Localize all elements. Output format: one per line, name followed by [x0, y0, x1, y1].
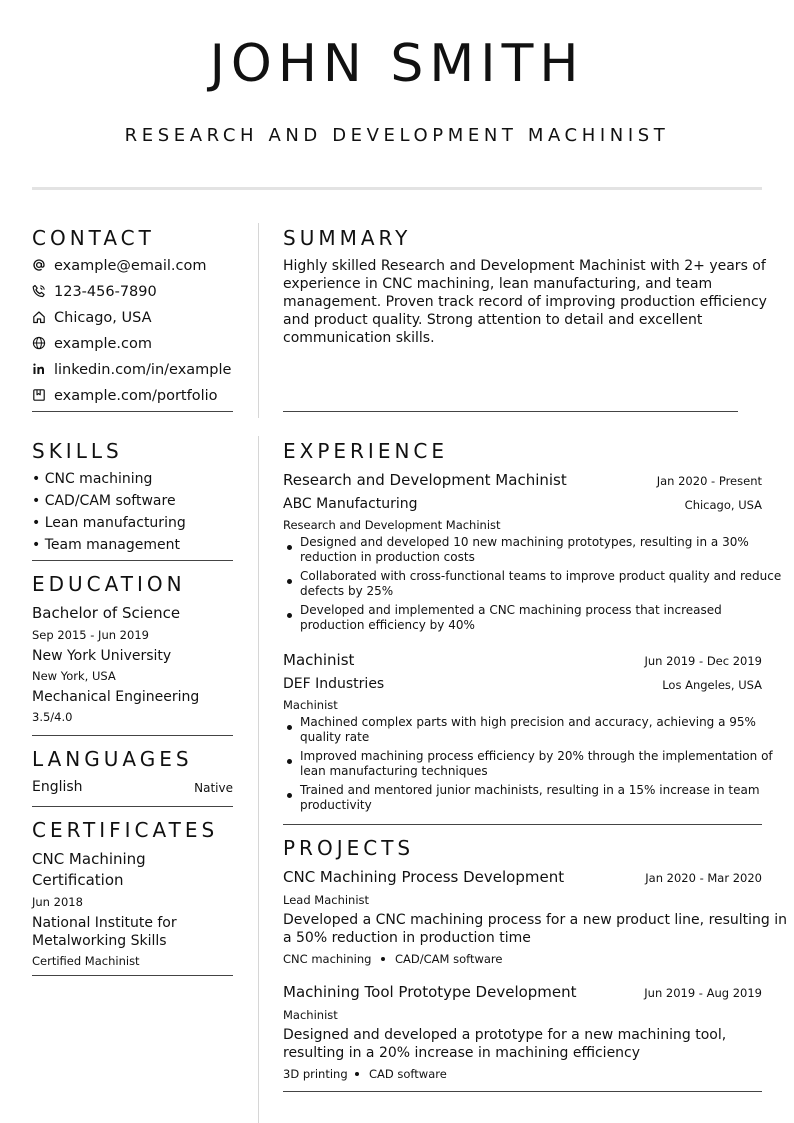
- project-description: Developed a CNC machining process for a new product line, resulting in: [283, 912, 788, 928]
- education-school: New York University: [32, 648, 172, 664]
- contact-divider: [32, 411, 233, 412]
- contact-phone[interactable]: 123-456-7890: [54, 284, 157, 300]
- project-tag: CAD software: [369, 1067, 447, 1081]
- project-title: CNC Machining Process Development: [283, 868, 565, 886]
- project-description: Designed and developed a prototype for a new machining tool,: [283, 1027, 727, 1043]
- job-title: Machinist: [283, 651, 355, 669]
- certificate-name: Certification: [32, 871, 124, 889]
- projects-divider: [283, 1091, 762, 1092]
- job-location: Chicago, USA: [684, 498, 762, 512]
- contact-portfolio[interactable]: example.com/portfolio: [54, 388, 218, 404]
- skill-item: • Team management: [32, 537, 180, 553]
- project-tag: CAD/CAM software: [395, 952, 503, 966]
- certificate-name: Metalworking Skills: [32, 933, 167, 949]
- job-bullet: Developed and implemented a CNC machining process that increased production efficiency by 40%: [300, 603, 722, 632]
- summary-line: communication skills.: [283, 330, 435, 346]
- job-dates: Jan 2020 - Present: [656, 474, 762, 488]
- tag-separator-dot: [355, 1072, 359, 1076]
- certificate-date: Jun 2018: [32, 895, 83, 909]
- projects-heading: PROJECTS: [283, 836, 415, 860]
- education-degree: Bachelor of Science: [32, 604, 181, 622]
- contact-website[interactable]: example.com: [54, 336, 152, 352]
- project-tag: CNC machining: [283, 952, 372, 966]
- certificates-divider: [32, 975, 233, 976]
- column-divider: [258, 223, 259, 1123]
- bullet-dot: [287, 579, 292, 584]
- project-tag: 3D printing: [283, 1067, 348, 1081]
- project-dates: Jan 2020 - Mar 2020: [645, 871, 762, 885]
- bullet-dot: [287, 759, 292, 764]
- skill-item: • CNC machining: [32, 471, 153, 487]
- bullet-dot: [287, 613, 292, 618]
- bullet-dot: [287, 725, 292, 730]
- language-name: English: [32, 779, 83, 795]
- bullet-dot: [287, 793, 292, 798]
- linkedin-icon: [32, 362, 46, 376]
- project-title: Machining Tool Prototype Development: [283, 983, 577, 1001]
- at-icon: [32, 258, 46, 272]
- job-company: ABC Manufacturing: [283, 496, 418, 512]
- job-dates: Jun 2019 - Dec 2019: [644, 654, 762, 668]
- contact-email[interactable]: example@email.com: [54, 258, 207, 274]
- job-role: Machinist: [283, 698, 338, 712]
- contact-heading: CONTACT: [32, 226, 155, 250]
- skills-heading: SKILLS: [32, 439, 123, 463]
- experience-divider: [283, 824, 762, 825]
- languages-heading: LANGUAGES: [32, 747, 193, 771]
- tag-separator-dot: [381, 957, 385, 961]
- bullet-dot: [287, 545, 292, 550]
- certificate-name: CNC Machining: [32, 850, 146, 868]
- job-bullet: Designed and developed 10 new machining prototypes, resulting in a 30% reduction in production costs: [300, 535, 749, 564]
- project-role: Machinist: [283, 1008, 338, 1022]
- education-dates: Sep 2015 - Jun 2019: [32, 628, 149, 642]
- home-icon: [32, 310, 46, 324]
- project-description: a 50% reduction in production time: [283, 930, 531, 946]
- job-location: Los Angeles, USA: [662, 678, 762, 692]
- education-gpa: 3.5/4.0: [32, 710, 73, 724]
- project-description: resulting in a 20% increase in machining efficiency: [283, 1045, 641, 1061]
- contact-location: Chicago, USA: [54, 310, 152, 326]
- summary-line: Highly skilled Research and Development Machinist with 2+ years of: [283, 258, 766, 274]
- header-divider: [32, 187, 762, 190]
- job-role: Research and Development Machinist: [283, 518, 501, 532]
- education-heading: EDUCATION: [32, 572, 186, 596]
- certificates-heading: CERTIFICATES: [32, 818, 219, 842]
- summary-line: and product quality. Strong attention to detail and excellent: [283, 312, 703, 328]
- language-level: Native: [194, 781, 233, 795]
- job-bullet: Machined complex parts with high precision and accuracy, achieving a 95% quality rate: [300, 715, 756, 744]
- languages-divider: [32, 806, 233, 807]
- job-company: DEF Industries: [283, 676, 385, 692]
- education-field: Mechanical Engineering: [32, 689, 200, 705]
- job-bullet: Trained and mentored junior machinists, resulting in a 15% increase in team productivity: [300, 783, 760, 812]
- certificate-detail: Certified Machinist: [32, 954, 140, 968]
- education-location: New York, USA: [32, 669, 116, 683]
- phone-icon: [32, 284, 46, 298]
- skill-item: • Lean manufacturing: [32, 515, 186, 531]
- job-bullet: Collaborated with cross-functional teams to improve product quality and reduce defects by 25%: [300, 569, 782, 598]
- education-divider: [32, 735, 233, 736]
- portfolio-icon: [32, 388, 46, 402]
- candidate-name: JOHN SMITH: [209, 34, 585, 94]
- skills-divider: [32, 560, 233, 561]
- summary-divider: [283, 411, 738, 412]
- project-dates: Jun 2019 - Aug 2019: [644, 986, 762, 1000]
- contact-linkedin[interactable]: linkedin.com/in/example: [54, 362, 232, 378]
- experience-heading: EXPERIENCE: [283, 439, 449, 463]
- job-title: RESEARCH AND DEVELOPMENT MACHINIST: [124, 125, 670, 146]
- job-title: Research and Development Machinist: [283, 471, 567, 489]
- summary-heading: SUMMARY: [283, 226, 412, 250]
- summary-line: experience in CNC machining, lean manufacturing, and team: [283, 276, 713, 292]
- summary-line: management. Proven track record of improving production efficiency: [283, 294, 767, 310]
- certificate-name: National Institute for: [32, 915, 177, 931]
- globe-icon: [32, 336, 46, 350]
- project-role: Lead Machinist: [283, 893, 370, 907]
- skill-item: • CAD/CAM software: [32, 493, 176, 509]
- job-bullet: Improved machining process efficiency by 20% through the implementation of lean manufacturing techniques: [300, 749, 773, 778]
